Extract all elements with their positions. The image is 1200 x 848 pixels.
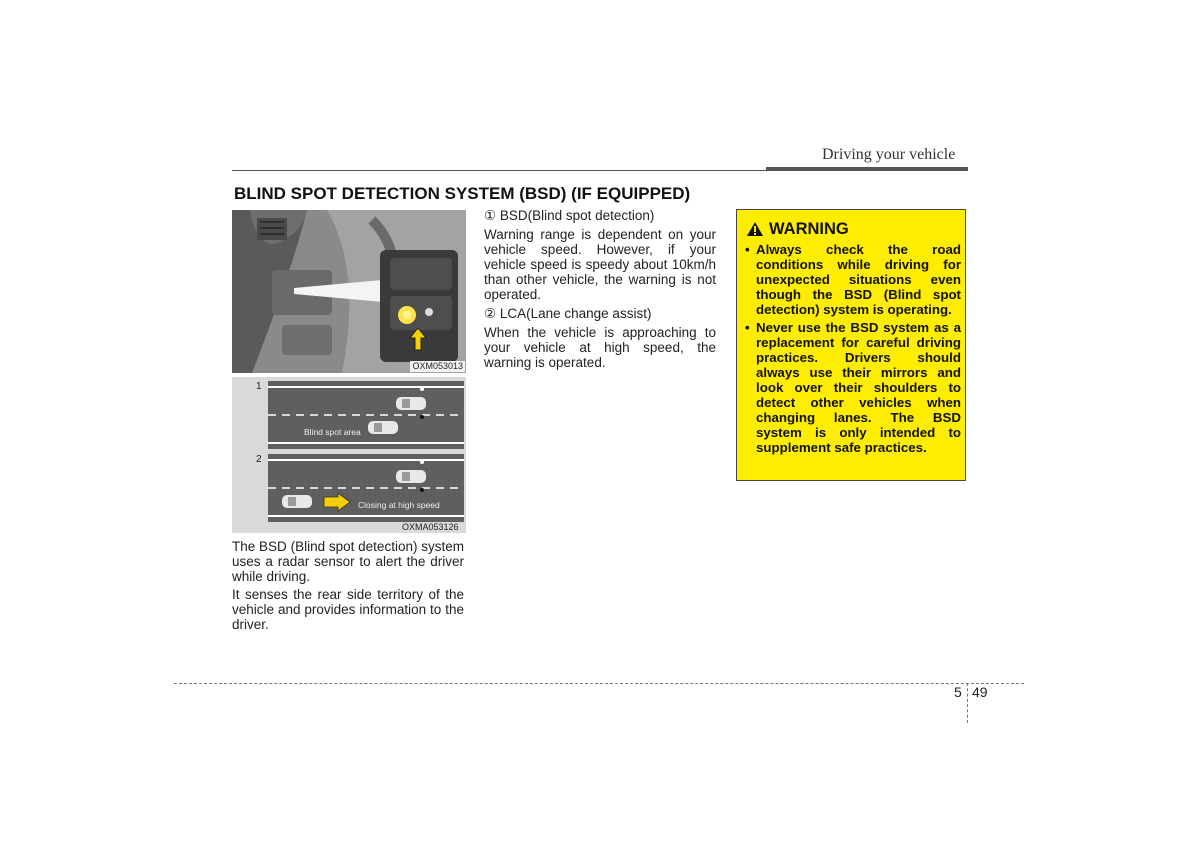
page-title: BLIND SPOT DETECTION SYSTEM (BSD) (IF EQUIPPED) — [234, 184, 691, 203]
middle-column — [484, 208, 716, 370]
footer-divider — [967, 683, 968, 723]
section-header: Driving your vehicle — [822, 146, 956, 163]
lca-description: When the vehicle is approaching to your vehicle at high speed, the warning is operated. — [484, 325, 716, 370]
header-bar — [766, 167, 968, 171]
lca-heading: ② LCA(Lane change assist) — [484, 306, 652, 321]
warning-triangle-icon — [746, 221, 764, 237]
diagram-label-2: 2 — [256, 454, 262, 465]
bsd-description: Warning range is dependent on your vehicle speed. However, if your vehicle speed is speedy about 10km/h than other vehicle, the warning is not operated. — [484, 227, 716, 302]
intro-paragraph: The BSD (Blind spot detection) system uses a radar sensor to alert the driver while driving. — [232, 539, 464, 584]
bsd-heading: ① BSD(Blind spot detection) — [484, 208, 655, 223]
sensor-paragraph: It senses the rear side territory of the vehicle and provides information to the driver. — [232, 587, 464, 632]
header-rule — [232, 170, 766, 171]
closing-speed-caption: Closing at high speed — [358, 500, 440, 510]
warning-title: WARNING — [769, 220, 849, 238]
chapter-number: 5 — [954, 684, 962, 700]
page-number: 49 — [972, 684, 988, 700]
warning-list — [743, 242, 961, 458]
warning-item: • Always check the road conditions while driving for unexpected situations even though the BSD (Blind spot detection) system is operating. — [745, 242, 961, 317]
diagram-label-1: 1 — [256, 381, 262, 392]
figure-bsd-switch — [232, 210, 466, 373]
warning-item: • Never use the BSD system as a replacement for careful driving practices. Drivers should always use their mirrors and look over their shoulders to detect other vehicles when changing lanes. The BSD system is only intended to supplement safe practices. — [745, 320, 961, 455]
left-column — [232, 539, 464, 632]
footer-rule — [174, 683, 1024, 684]
warning-box — [736, 209, 966, 481]
figure-bsd-road-diagram — [232, 377, 466, 533]
warning-item-text: Always check the road conditions while driving for unexpected situations even though the BSD (Blind spot detection) system is operating. — [756, 242, 961, 317]
bsd-switch-illustration — [232, 210, 466, 373]
figure1-code: OXM053013 — [412, 361, 463, 371]
warning-item-text: Never use the BSD system as a replacement for careful driving practices. Drivers should always use their mirrors and look over their shoulders to detect other vehicles when changing lanes. The BSD system is only intended to supplement safe practices. — [756, 320, 961, 455]
blind-spot-caption: Blind spot area — [304, 427, 361, 437]
figure2-code: OXMA053126 — [402, 522, 459, 532]
diagram-scene-2 — [268, 454, 464, 522]
diagram-scene-1 — [268, 381, 464, 449]
